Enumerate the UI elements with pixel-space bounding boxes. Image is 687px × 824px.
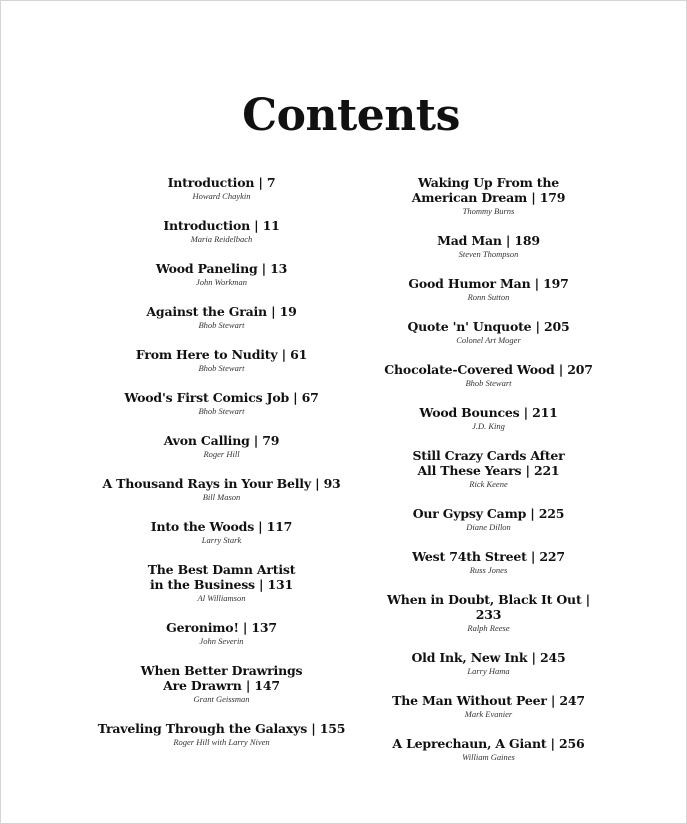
entry-title: Quote 'n' Unquote | 205 xyxy=(407,319,570,334)
entry-author: Bhob Stewart xyxy=(465,378,512,388)
contents-entry xyxy=(373,736,604,763)
entry-author: Bhob Stewart xyxy=(198,406,245,416)
entry-title: Chocolate-Covered Wood | 207 xyxy=(384,362,593,377)
entry-title: Wood Paneling | 13 xyxy=(155,261,288,276)
contents-entry xyxy=(373,693,604,720)
entry-title: Introduction | 7 xyxy=(167,175,276,190)
entry-title: The Best Damn Artist in the Business | 131 xyxy=(147,562,296,592)
entry-author: William Gaines xyxy=(462,752,515,762)
contents-entry xyxy=(373,405,604,432)
contents-entry xyxy=(373,448,604,490)
contents-column-right xyxy=(373,175,604,779)
entry-title: Traveling Through the Galaxys | 155 xyxy=(97,721,346,736)
entry-author: Maria Reidelbach xyxy=(190,234,253,244)
entry-title: Still Crazy Cards After All These Years | 221 xyxy=(412,448,565,478)
entry-title: Into the Woods | 117 xyxy=(150,519,293,534)
entry-title: Good Humor Man | 197 xyxy=(408,276,569,291)
entry-author: Thommy Burns xyxy=(462,206,515,216)
entry-author: Diane Dillon xyxy=(466,522,511,532)
entry-author: J.D. King xyxy=(472,421,505,431)
entry-author: Steven Thompson xyxy=(458,249,519,259)
contents-entry xyxy=(373,592,604,634)
entry-author: Colonel Art Moger xyxy=(456,335,521,345)
entry-title: A Leprechaun, A Giant | 256 xyxy=(392,736,585,751)
entry-title: Avon Calling | 79 xyxy=(163,433,280,448)
contents-entry xyxy=(373,650,604,677)
entry-title: From Here to Nudity | 61 xyxy=(135,347,308,362)
entry-author: Bhob Stewart xyxy=(198,320,245,330)
entry-author: Grant Geissman xyxy=(193,694,250,704)
entry-title: Wood Bounces | 211 xyxy=(419,405,558,420)
entry-author: Howard Chaykin xyxy=(192,191,251,201)
entry-title: Our Gypsy Camp | 225 xyxy=(412,506,565,521)
entry-title: Geronimo! | 137 xyxy=(166,620,277,635)
entry-author: Larry Hama xyxy=(467,666,510,676)
contents-entry xyxy=(373,362,604,389)
entry-title: The Man Without Peer | 247 xyxy=(392,693,585,708)
entry-author: Roger Hill xyxy=(203,449,240,459)
entry-title: A Thousand Rays in Your Belly | 93 xyxy=(102,476,341,491)
entry-author: John Severin xyxy=(199,636,244,646)
page-title: Contents xyxy=(242,90,460,141)
entry-author: Bhob Stewart xyxy=(198,363,245,373)
entry-author: Bill Mason xyxy=(202,492,241,502)
contents-entry xyxy=(373,276,604,303)
entry-author: Ralph Reese xyxy=(467,623,510,633)
entry-author: Ronn Sutton xyxy=(467,292,510,302)
entry-title: Introduction | 11 xyxy=(163,218,280,233)
entry-title: When in Doubt, Black It Out | 233 xyxy=(386,592,591,622)
contents-entry xyxy=(373,175,604,217)
entry-title: Against the Grain | 19 xyxy=(146,304,297,319)
entry-title: Mad Man | 189 xyxy=(437,233,540,248)
entry-title: Old Ink, New Ink | 245 xyxy=(411,650,566,665)
entry-title: West 74th Street | 227 xyxy=(412,549,565,564)
entry-author: Russ Jones xyxy=(469,565,508,575)
contents-entry xyxy=(373,233,604,260)
entry-author: Larry Stark xyxy=(201,535,242,545)
entry-title: When Better Drawrings Are Drawrn | 147 xyxy=(140,663,303,693)
entry-title: Wood's First Comics Job | 67 xyxy=(124,390,319,405)
contents-entry xyxy=(373,506,604,533)
contents-entry xyxy=(373,319,604,346)
entry-author: John Workman xyxy=(196,277,247,287)
entry-author: Rick Keene xyxy=(469,479,508,489)
entry-title: Waking Up From the American Dream | 179 xyxy=(411,175,566,205)
contents-entry xyxy=(373,549,604,576)
entry-author: Mark Evanier xyxy=(464,709,513,719)
entry-author: Al Williamson xyxy=(197,593,246,603)
entry-author: Roger Hill with Larry Niven xyxy=(173,737,270,747)
